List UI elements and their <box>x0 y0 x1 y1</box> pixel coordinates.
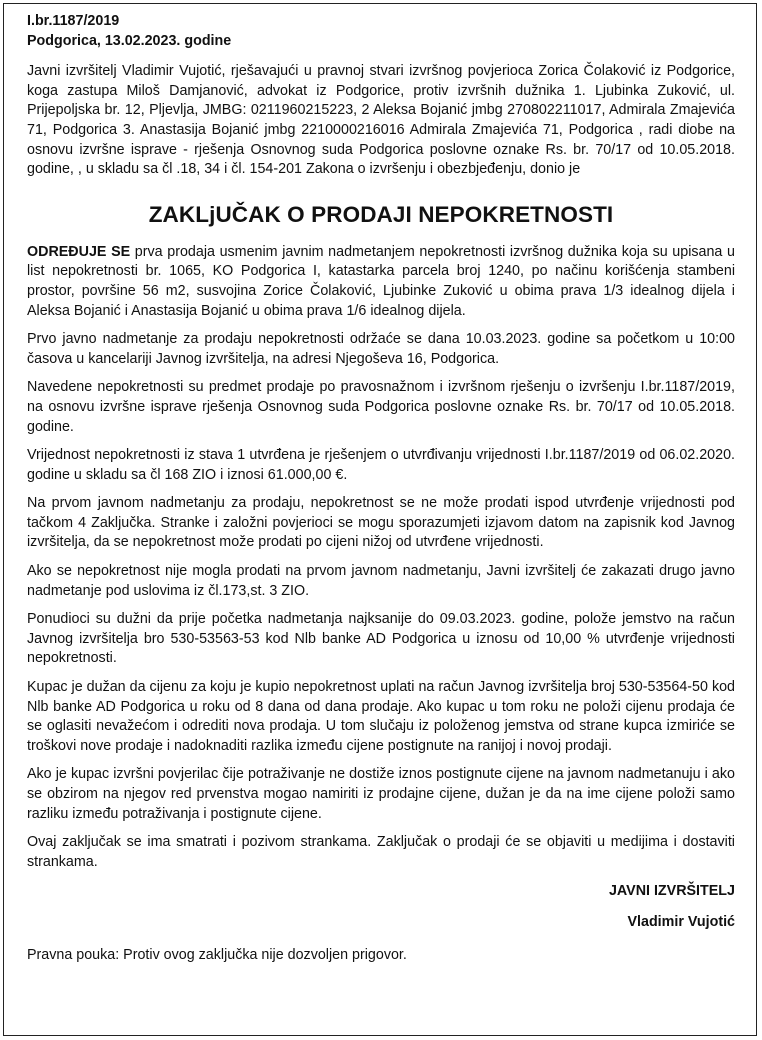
paragraph-minimum-price: Na prvom javnom nadmetanju za prodaju, nepokretnost se ne može prodati ispod utvrđenje vrijednosti pod tačkom 4 Zaključka. Stranke i založni povjerioci se mogu sporazumjeti izjavom datom na zapisnik kod Javnog izvršitelja, da se nepokretnost može prodati po cijeni nižoj od utvrđene vrijednosti. <box>27 495 735 551</box>
paragraph-legal-basis: Navedene nepokretnosti su predmet prodaje po pravosnažnom i izvršnom rješenju o izvršenju I.br.1187/2019, na osnovu izvršne isprave rješenja Osnovnog suda Podgorica poslovne oznake Rs. br. 70/17 od 10.05.2018. godine. <box>27 379 735 435</box>
paragraph-publication: Ovaj zaključak se ima smatrati i pozivom strankama. Zaključak o prodaji će se objaviti u medijima i dostaviti strankama. <box>27 834 735 870</box>
intro-paragraph: Javni izvršitelj Vladimir Vujotić, rješavajući u pravnoj stvari izvršnog povjerioca Zorica Čolaković iz Podgorice, koga zastupa Miloš Damjanović, advokat iz Podgorice, protiv izvršnih dužnika 1. Ljubinka Zuković, ul. Prijepoljska br. 12, Pljevlja, JMBG: 0211960215223, 2 Aleksa Bojanić jmbg 270802211017, Admirala Zmajevića 71, Podgorica 3. Anastasija Bojanić jmbg 2210000216016 Admirala Zmajevića 71, Podgorica , radi diobe na osnovu izvršne isprave - rješenja Osnovnog suda Podgorica poslovne oznake Rs. br. 70/17 od 10.05.2018. godine, , u skladu sa čl .18, 34 i čl. 154-201 Zakona o izvršenju i obezbjeđenju, donio je <box>27 63 735 178</box>
paragraph-creditor-buyer: Ako je kupac izvršni povjerilac čije potraživanje ne dostiže iznos postignute cijene na javnom nadmetanuju i ako se obzirom na njegov red prvenstva mogao namiriti iz prodajne cijene, dužan je da na ime cijene položi samo razliku između potraživanja i postignute cijene. <box>27 766 735 822</box>
paragraph-value: Vrijednost nepokretnosti iz stava 1 utvrđena je rješenjem o utvrđivanju vrijednosti I.br.1187/2019 od 06.02.2020. godine u skladu sa čl 168 ZIO i iznosi 61.000,00 €. <box>27 447 735 483</box>
signature-title: JAVNI IZVRŠITELJ <box>608 883 735 900</box>
document-page <box>27 12 735 965</box>
signature-name: Vladimir Vujotić <box>627 913 735 930</box>
case-number: I.br.1187/2019 <box>27 13 120 29</box>
order-text: prva prodaja usmenim javnim nadmetanjem nepokretnosti izvršnog dužnika koja su upisana u list nepokretnosti br. 1065, KO Podgorica I, katastarka parcela broj 1240, po načinu korišćenja stambeni prostor, površine 56 m2, susvojina Zorice Čolaković, Ljubinke Zuković u obima prava 1/3 idealnog dijela i Aleksa Bojanić i Anastasija Bojanić u obima prava 1/6 idealnog dijela. <box>27 243 735 319</box>
place-and-date: Podgorica, 13.02.2023. godine <box>27 32 232 49</box>
paragraph-deposit: Ponudioci su dužni da prije početka nadmetanja najksanije do 09.03.2023. godine, polože jemstvo na račun Javnog izvršitelja bro 530-53563-53 kod Nlb banke AD Podgorica u iznosu od 10,00 % utvrđenje vrijednosti nepokretnosti. <box>27 611 735 667</box>
paragraph-second-auction: Ako se nepokretnost nije mogla prodati na prvom javnom nadmetanju, Javni izvršitelj će zakazati drugo javno nadmetanje pod uslovima iz čl.173,st. 3 ZIO. <box>27 563 735 599</box>
document-title: ZAKLjUČAK O PRODAJI NEPOKRETNOSTI <box>148 201 614 227</box>
paragraph-order <box>27 243 735 321</box>
paragraph-auction-date: Prvo javno nadmetanje za prodaju nepokretnosti održaće se dana 10.03.2023. godine sa početkom u 10:00 časova u kancelariji Javnog izvršitelja, na adresi Njegoševa 16, Podgorica. <box>27 331 735 367</box>
order-lead: ODREĐUJE SE <box>27 243 131 260</box>
legal-notice: Pravna pouka: Protiv ovog zaključka nije dozvoljen prigovor. <box>27 946 407 963</box>
paragraph-payment: Kupac je dužan da cijenu za koju je kupio nepokretnost uplati na račun Javnog izvršitelja broj 530-53564-50 kod Nlb banke AD Podgorica u roku od 8 dana od dana prodaje. Ako kupac u tom roku ne položi cijenu prodaja će se oglasiti nevažećom i odrediti nova prodaja. U tom slučaju iz položenog jemstva od strane kupca izmiriće se troškovi nove prodaje i nadoknaditi razlika između cijene postignute na ranijoj i novoj prodaji. <box>27 679 735 754</box>
